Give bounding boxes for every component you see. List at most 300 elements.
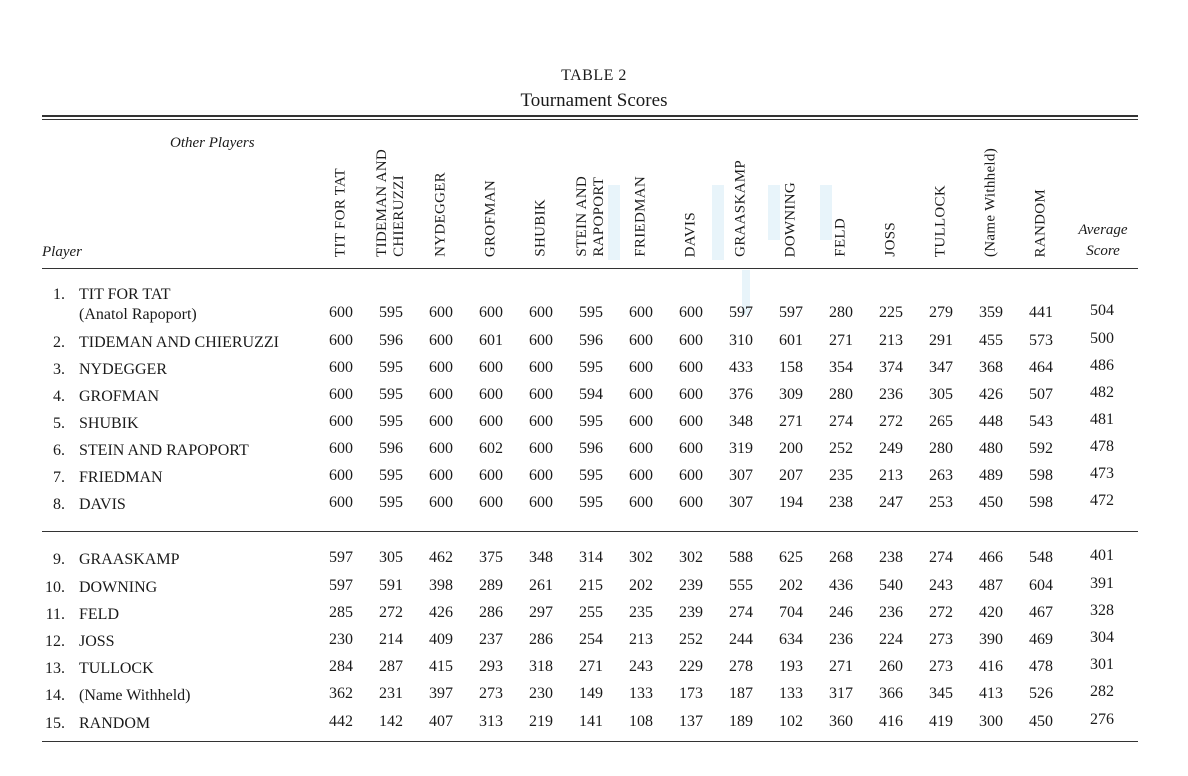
average-score: 391 — [1090, 575, 1114, 592]
score-cell: 464 — [1029, 359, 1053, 376]
score-cell: 416 — [879, 713, 903, 730]
score-cell: 291 — [929, 332, 953, 349]
score-cell: 307 — [729, 467, 753, 484]
row-number: 10. — [45, 579, 65, 596]
score-cell: 149 — [579, 685, 603, 702]
score-cell: 230 — [329, 631, 353, 648]
score-cell: 289 — [479, 577, 503, 594]
score-cell: 261 — [529, 577, 553, 594]
score-cell: 600 — [479, 304, 503, 321]
score-cell: 600 — [529, 359, 553, 376]
score-cell: 354 — [829, 359, 853, 376]
score-cell: 265 — [929, 413, 953, 430]
average-score: 328 — [1090, 602, 1114, 619]
player-name: DOWNING — [79, 579, 158, 596]
score-cell: 213 — [879, 332, 903, 349]
score-cell: 598 — [1029, 467, 1053, 484]
score-cell: 600 — [679, 359, 703, 376]
score-cell: 302 — [629, 549, 653, 566]
score-cell: 600 — [479, 467, 503, 484]
score-cell: 600 — [329, 304, 353, 321]
score-cell: 142 — [379, 713, 403, 730]
score-cell: 600 — [429, 494, 453, 511]
score-cell: 285 — [329, 604, 353, 621]
column-header-label: (Name Withheld) — [982, 147, 999, 257]
score-cell: 600 — [679, 413, 703, 430]
score-cell: 272 — [929, 604, 953, 621]
player-author: (Anatol Rapoport) — [79, 306, 197, 323]
score-cell: 271 — [579, 658, 603, 675]
score-cell: 280 — [829, 386, 853, 403]
average-score: 500 — [1090, 330, 1114, 347]
score-cell: 600 — [629, 304, 653, 321]
row-number: 4. — [53, 388, 65, 405]
score-cell: 280 — [929, 440, 953, 457]
score-cell: 548 — [1029, 549, 1053, 566]
score-cell: 595 — [379, 413, 403, 430]
row-number: 6. — [53, 442, 65, 459]
row-number: 9. — [53, 551, 65, 568]
row-number: 13. — [45, 660, 65, 677]
score-cell: 375 — [479, 549, 503, 566]
score-cell: 591 — [379, 577, 403, 594]
player-name: TIT FOR TAT — [79, 286, 171, 303]
score-cell: 597 — [329, 577, 353, 594]
score-cell: 448 — [979, 413, 1003, 430]
score-cell: 600 — [529, 467, 553, 484]
score-cell: 239 — [679, 604, 703, 621]
row-number: 7. — [53, 469, 65, 486]
score-cell: 280 — [829, 304, 853, 321]
column-header — [478, 132, 504, 257]
score-cell: 271 — [779, 413, 803, 430]
score-cell: 273 — [929, 658, 953, 675]
score-cell: 600 — [479, 413, 503, 430]
score-cell: 594 — [579, 386, 603, 403]
score-cell: 235 — [629, 604, 653, 621]
score-cell: 305 — [379, 549, 403, 566]
score-cell: 433 — [729, 359, 753, 376]
column-header — [878, 132, 904, 257]
score-cell: 287 — [379, 658, 403, 675]
score-cell: 229 — [679, 658, 703, 675]
score-cell: 273 — [479, 685, 503, 702]
average-score: 282 — [1090, 683, 1114, 700]
score-cell: 293 — [479, 658, 503, 675]
score-cell: 348 — [529, 549, 553, 566]
row-number: 8. — [53, 496, 65, 513]
score-cell: 133 — [779, 685, 803, 702]
score-cell: 252 — [829, 440, 853, 457]
score-cell: 272 — [379, 604, 403, 621]
score-cell: 600 — [329, 332, 353, 349]
average-score: 401 — [1090, 547, 1114, 564]
score-cell: 407 — [429, 713, 453, 730]
row-number: 12. — [45, 633, 65, 650]
score-cell: 602 — [479, 440, 503, 457]
score-cell: 307 — [729, 494, 753, 511]
score-cell: 469 — [1029, 631, 1053, 648]
average-score: 473 — [1090, 465, 1114, 482]
score-cell: 455 — [979, 332, 1003, 349]
score-cell: 704 — [779, 604, 803, 621]
score-cell: 600 — [429, 440, 453, 457]
score-cell: 600 — [629, 467, 653, 484]
score-cell: 596 — [379, 440, 403, 457]
score-cell: 600 — [679, 440, 703, 457]
column-header-label: RANDOM — [1032, 188, 1049, 257]
score-cell: 173 — [679, 685, 703, 702]
score-cell: 359 — [979, 304, 1003, 321]
player-name: (Name Withheld) — [79, 687, 191, 704]
score-cell: 413 — [979, 685, 1003, 702]
score-cell: 279 — [929, 304, 953, 321]
column-header — [978, 132, 1004, 257]
score-cell: 313 — [479, 713, 503, 730]
score-cell: 108 — [629, 713, 653, 730]
player-name: STEIN AND RAPOPORT — [79, 442, 249, 459]
score-cell: 278 — [729, 658, 753, 675]
score-cell: 238 — [879, 549, 903, 566]
score-cell: 158 — [779, 359, 803, 376]
column-header — [778, 132, 804, 257]
score-cell: 600 — [329, 440, 353, 457]
score-cell: 271 — [829, 332, 853, 349]
score-cell: 202 — [779, 577, 803, 594]
score-cell: 595 — [379, 467, 403, 484]
score-cell: 595 — [579, 467, 603, 484]
score-cell: 213 — [629, 631, 653, 648]
score-cell: 555 — [729, 577, 753, 594]
column-header-label: DOWNING — [782, 181, 799, 257]
score-cell: 478 — [1029, 658, 1053, 675]
score-cell: 420 — [979, 604, 1003, 621]
column-header-label: TIDEMAN AND CHIERUZZI — [374, 149, 407, 257]
score-cell: 600 — [429, 359, 453, 376]
bleed-mark — [712, 185, 724, 260]
column-header-label: GRAASKAMP — [732, 160, 749, 257]
score-cell: 507 — [1029, 386, 1053, 403]
column-header-label: DAVIS — [682, 211, 699, 257]
score-cell: 397 — [429, 685, 453, 702]
score-cell: 390 — [979, 631, 1003, 648]
score-cell: 600 — [429, 413, 453, 430]
score-cell: 310 — [729, 332, 753, 349]
score-cell: 467 — [1029, 604, 1053, 621]
row-number: 14. — [45, 687, 65, 704]
score-cell: 487 — [979, 577, 1003, 594]
score-cell: 600 — [479, 494, 503, 511]
score-cell: 366 — [879, 685, 903, 702]
score-cell: 543 — [1029, 413, 1053, 430]
score-cell: 600 — [429, 386, 453, 403]
average-score: 478 — [1090, 438, 1114, 455]
top-rule-thin — [42, 119, 1138, 120]
column-header — [628, 132, 654, 257]
column-header-label: TULLOCK — [932, 184, 949, 257]
score-cell: 450 — [979, 494, 1003, 511]
score-cell: 426 — [979, 386, 1003, 403]
score-cell: 436 — [829, 577, 853, 594]
score-cell: 284 — [329, 658, 353, 675]
score-cell: 274 — [729, 604, 753, 621]
score-cell: 600 — [679, 304, 703, 321]
score-cell: 305 — [929, 386, 953, 403]
score-cell: 598 — [1029, 494, 1053, 511]
score-cell: 263 — [929, 467, 953, 484]
score-cell: 600 — [679, 467, 703, 484]
score-cell: 489 — [979, 467, 1003, 484]
column-header — [678, 132, 704, 257]
score-cell: 260 — [879, 658, 903, 675]
player-name: SHUBIK — [79, 415, 139, 432]
score-cell: 348 — [729, 413, 753, 430]
table-title: Tournament Scores — [520, 90, 668, 111]
score-cell: 286 — [529, 631, 553, 648]
score-cell: 596 — [579, 440, 603, 457]
score-cell: 249 — [879, 440, 903, 457]
score-cell: 540 — [879, 577, 903, 594]
column-header-label: GROFMAN — [482, 179, 499, 257]
score-cell: 466 — [979, 549, 1003, 566]
score-cell: 600 — [629, 359, 653, 376]
score-cell: 215 — [579, 577, 603, 594]
score-cell: 236 — [829, 631, 853, 648]
score-cell: 252 — [679, 631, 703, 648]
score-cell: 600 — [329, 467, 353, 484]
score-cell: 600 — [429, 304, 453, 321]
score-cell: 302 — [679, 549, 703, 566]
score-cell: 600 — [679, 386, 703, 403]
column-header — [528, 132, 554, 257]
group-divider — [42, 531, 1138, 532]
score-cell: 230 — [529, 685, 553, 702]
score-cell: 207 — [779, 467, 803, 484]
score-cell: 595 — [579, 494, 603, 511]
column-header-label: FRIEDMAN — [632, 176, 649, 257]
score-cell: 318 — [529, 658, 553, 675]
score-cell: 274 — [829, 413, 853, 430]
score-cell: 596 — [579, 332, 603, 349]
score-cell: 376 — [729, 386, 753, 403]
player-name: FRIEDMAN — [79, 469, 163, 486]
score-cell: 600 — [329, 494, 353, 511]
score-cell: 319 — [729, 440, 753, 457]
score-cell: 625 — [779, 549, 803, 566]
score-cell: 271 — [829, 658, 853, 675]
column-header-label: SHUBIK — [532, 199, 549, 257]
score-cell: 462 — [429, 549, 453, 566]
score-cell: 600 — [329, 359, 353, 376]
score-cell: 193 — [779, 658, 803, 675]
player-column-label: Player — [42, 244, 82, 260]
score-cell: 347 — [929, 359, 953, 376]
score-cell: 595 — [579, 413, 603, 430]
score-cell: 600 — [329, 386, 353, 403]
score-cell: 595 — [379, 386, 403, 403]
score-cell: 246 — [829, 604, 853, 621]
score-cell: 596 — [379, 332, 403, 349]
score-cell: 595 — [379, 359, 403, 376]
score-cell: 345 — [929, 685, 953, 702]
score-cell: 409 — [429, 631, 453, 648]
score-cell: 368 — [979, 359, 1003, 376]
score-cell: 214 — [379, 631, 403, 648]
score-cell: 600 — [629, 440, 653, 457]
score-cell: 236 — [879, 604, 903, 621]
score-cell: 254 — [579, 631, 603, 648]
score-cell: 592 — [1029, 440, 1053, 457]
average-score: 482 — [1090, 384, 1114, 401]
score-cell: 600 — [629, 386, 653, 403]
player-name: FELD — [79, 606, 119, 623]
score-cell: 239 — [679, 577, 703, 594]
player-name: RANDOM — [79, 715, 151, 732]
score-cell: 235 — [829, 467, 853, 484]
column-header — [828, 132, 854, 257]
player-name: DAVIS — [79, 496, 126, 513]
column-header — [328, 132, 354, 257]
score-cell: 286 — [479, 604, 503, 621]
score-cell: 317 — [829, 685, 853, 702]
column-header-label: TIT FOR TAT — [332, 167, 349, 257]
player-name: GRAASKAMP — [79, 551, 180, 568]
score-cell: 238 — [829, 494, 853, 511]
score-cell: 416 — [979, 658, 1003, 675]
score-cell: 573 — [1029, 332, 1053, 349]
score-cell: 600 — [429, 332, 453, 349]
row-number: 3. — [53, 361, 65, 378]
row-number: 1. — [53, 286, 65, 303]
score-cell: 374 — [879, 359, 903, 376]
column-header-label: FELD — [832, 218, 849, 257]
score-cell: 415 — [429, 658, 453, 675]
score-cell: 398 — [429, 577, 453, 594]
score-cell: 268 — [829, 549, 853, 566]
row-number: 15. — [45, 715, 65, 732]
score-cell: 600 — [679, 494, 703, 511]
score-cell: 588 — [729, 549, 753, 566]
average-score: 472 — [1090, 492, 1114, 509]
score-cell: 274 — [929, 549, 953, 566]
score-cell: 600 — [529, 440, 553, 457]
score-cell: 597 — [729, 304, 753, 321]
score-cell: 137 — [679, 713, 703, 730]
score-cell: 255 — [579, 604, 603, 621]
column-header — [728, 132, 754, 257]
score-cell: 441 — [1029, 304, 1053, 321]
score-cell: 600 — [529, 413, 553, 430]
player-name: GROFMAN — [79, 388, 160, 405]
score-cell: 600 — [529, 494, 553, 511]
score-cell: 600 — [629, 332, 653, 349]
column-header — [574, 132, 607, 257]
row-number: 5. — [53, 415, 65, 432]
score-cell: 442 — [329, 713, 353, 730]
score-cell: 595 — [579, 359, 603, 376]
score-cell: 426 — [429, 604, 453, 621]
score-cell: 601 — [779, 332, 803, 349]
score-cell: 600 — [679, 332, 703, 349]
score-cell: 314 — [579, 549, 603, 566]
score-cell: 236 — [879, 386, 903, 403]
score-cell: 360 — [829, 713, 853, 730]
score-cell: 253 — [929, 494, 953, 511]
header-rule — [42, 268, 1138, 269]
score-cell: 141 — [579, 713, 603, 730]
score-cell: 597 — [329, 549, 353, 566]
score-cell: 600 — [329, 413, 353, 430]
column-header — [1028, 132, 1054, 257]
score-cell: 133 — [629, 685, 653, 702]
score-cell: 213 — [879, 467, 903, 484]
average-score: 481 — [1090, 411, 1114, 428]
score-cell: 526 — [1029, 685, 1053, 702]
score-cell: 102 — [779, 713, 803, 730]
score-cell: 450 — [1029, 713, 1053, 730]
score-cell: 600 — [529, 386, 553, 403]
column-header-label: NYDEGGER — [432, 172, 449, 257]
column-header — [374, 132, 407, 257]
score-cell: 600 — [629, 494, 653, 511]
average-score: 304 — [1090, 629, 1114, 646]
score-cell: 595 — [579, 304, 603, 321]
top-rule — [42, 115, 1138, 117]
score-cell: 200 — [779, 440, 803, 457]
table-label: TABLE 2 — [561, 67, 627, 84]
average-score-header: Average Score — [1078, 222, 1128, 259]
score-cell: 419 — [929, 713, 953, 730]
score-cell: 604 — [1029, 577, 1053, 594]
score-cell: 600 — [529, 332, 553, 349]
score-cell: 362 — [329, 685, 353, 702]
score-cell: 595 — [379, 304, 403, 321]
average-score: 504 — [1090, 302, 1114, 319]
score-cell: 600 — [479, 359, 503, 376]
column-header — [928, 132, 954, 257]
average-score: 301 — [1090, 656, 1114, 673]
score-cell: 595 — [379, 494, 403, 511]
score-cell: 297 — [529, 604, 553, 621]
score-cell: 309 — [779, 386, 803, 403]
score-cell: 224 — [879, 631, 903, 648]
score-cell: 634 — [779, 631, 803, 648]
score-cell: 600 — [479, 386, 503, 403]
other-players-label: Other Players — [170, 135, 255, 151]
average-score: 486 — [1090, 357, 1114, 374]
row-number: 2. — [53, 334, 65, 351]
player-name: JOSS — [79, 633, 115, 650]
score-cell: 273 — [929, 631, 953, 648]
score-cell: 480 — [979, 440, 1003, 457]
score-cell: 202 — [629, 577, 653, 594]
score-cell: 219 — [529, 713, 553, 730]
column-header-label: JOSS — [882, 222, 899, 257]
column-header-label: STEIN AND RAPOPORT — [574, 176, 607, 257]
score-cell: 600 — [629, 413, 653, 430]
score-cell: 237 — [479, 631, 503, 648]
bottom-rule — [42, 741, 1138, 742]
score-cell: 243 — [929, 577, 953, 594]
score-cell: 189 — [729, 713, 753, 730]
player-name: NYDEGGER — [79, 361, 167, 378]
score-cell: 225 — [879, 304, 903, 321]
score-cell: 194 — [779, 494, 803, 511]
score-cell: 244 — [729, 631, 753, 648]
average-score: 276 — [1090, 711, 1114, 728]
score-cell: 300 — [979, 713, 1003, 730]
row-number: 11. — [45, 606, 65, 623]
